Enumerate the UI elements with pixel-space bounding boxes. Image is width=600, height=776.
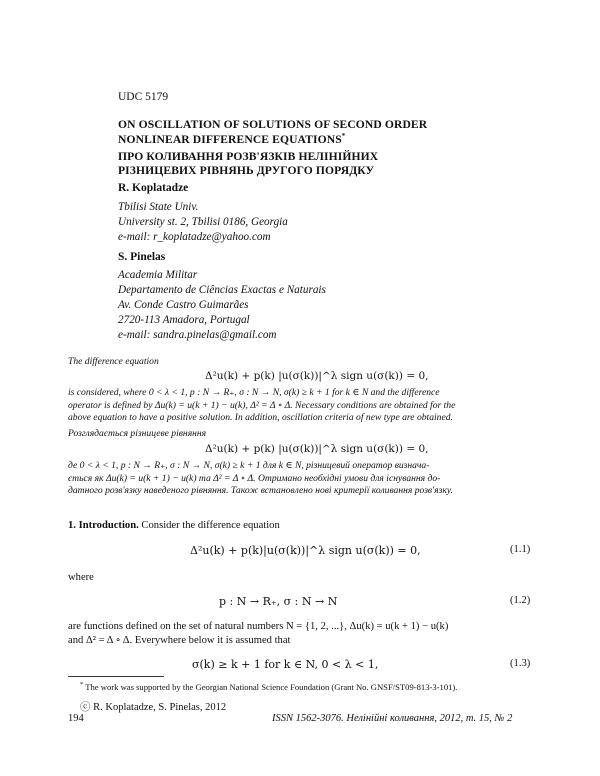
page-number: 194	[68, 713, 84, 724]
footnote-divider	[68, 676, 164, 677]
abstract-uk-body: де 0 < λ < 1, p : N → R₊, σ : N → N, σ(k) ≥ k + 1 для k ∈ N, різницевий оператор визнача- ється як Δu(k) = u(k + 1) − u(k) та Δ² = Δ ∘ Δ. Отримано необхідні умови для існування до- датного розв'язку наведеного рівняння. Також встановлено нові критерії коливання розв'язку.	[68, 460, 453, 496]
footnote: * The work was supported by the Georgian National Science Foundation (Grant No. GNSF/ST09-813-3-101).	[80, 681, 458, 692]
udc-code: UDC 5179	[118, 91, 169, 103]
equation-1-3: σ(k) ≥ k + 1 for k ∈ N, 0 < λ < 1,	[192, 658, 379, 671]
title-en-line2: NONLINEAR DIFFERENCE EQUATIONS*	[118, 132, 346, 146]
copyright: ⓒ R. Koplatadze, S. Pinelas, 2012	[80, 702, 227, 713]
section-intro: 1. Introduction. Consider the difference equation	[68, 520, 280, 531]
title-footnote-mark: *	[341, 132, 346, 140]
equation-number: (1.2)	[510, 595, 531, 606]
abstract-uk-equation: Δ²u(k) + p(k) |u(σ(k))|^λ sign u(σ(k)) = 0,	[205, 443, 429, 455]
abstract-en-equation: Δ²u(k) + p(k) |u(σ(k))|^λ sign u(σ(k)) = 0,	[205, 370, 429, 382]
section-paragraph: are functions defined on the set of natural numbers N = {1, 2, ...}, Δu(k) = u(k + 1) − u(k) and Δ² = Δ ∘ Δ. Everywhere below it is assumed that	[68, 621, 449, 646]
author-name: S. Pinelas	[118, 251, 166, 263]
author-name: R. Koplatadze	[118, 182, 189, 194]
author-affiliation: Tbilisi State Univ. University st. 2, Tbilisi 0186, Georgia e-mail: r_koplatadze@yahoo.com	[118, 201, 288, 243]
equation-number: (1.3)	[510, 658, 531, 669]
abstract-en-body: is considered, where 0 < λ < 1, p : N → R₊, σ : N → N, σ(k) ≥ k + 1 for k ∈ N and the difference operator is defined by Δu(k) = u(k + 1) − u(k), Δ² = Δ ∘ Δ. Necessary conditions are obtained for the above equation to have a positive solution. In addition, oscillation criteria of new type are obtained.	[68, 387, 456, 423]
abstract-uk-intro: Розглядається різницеве рівняння	[68, 428, 207, 439]
equation-number: (1.1)	[510, 544, 531, 555]
title-uk-line1: ПРО КОЛИВАННЯ РОЗВ'ЯЗКІВ НЕЛІНІЙНИХ	[118, 150, 379, 163]
abstract-en-intro: The difference equation	[68, 356, 159, 367]
section-heading: 1. Introduction.	[68, 520, 139, 531]
where-text: where	[68, 572, 94, 583]
equation-1-2: p : N → R₊, σ : N → N	[219, 595, 338, 608]
equation-1-1: Δ²u(k) + p(k)|u(σ(k))|^λ sign u(σ(k)) = 0,	[190, 544, 421, 557]
title-en-line1: ON OSCILLATION OF SOLUTIONS OF SECOND ORDER	[118, 118, 428, 131]
author-affiliation: Academia Militar Departamento de Ciências Exactas e Naturais Av. Conde Castro Guimarães 2720-113 Amadora, Portugal e-mail: sandra.pinelas@gmail.com	[118, 269, 326, 341]
title-uk-line2: РІЗНИЦЕВИХ РІВНЯНЬ ДРУГОГО ПОРЯДКУ	[118, 164, 375, 177]
journal-info: ISSN 1562-3076. Нелінійні коливання, 2012, т. 15, № 2	[272, 713, 513, 724]
